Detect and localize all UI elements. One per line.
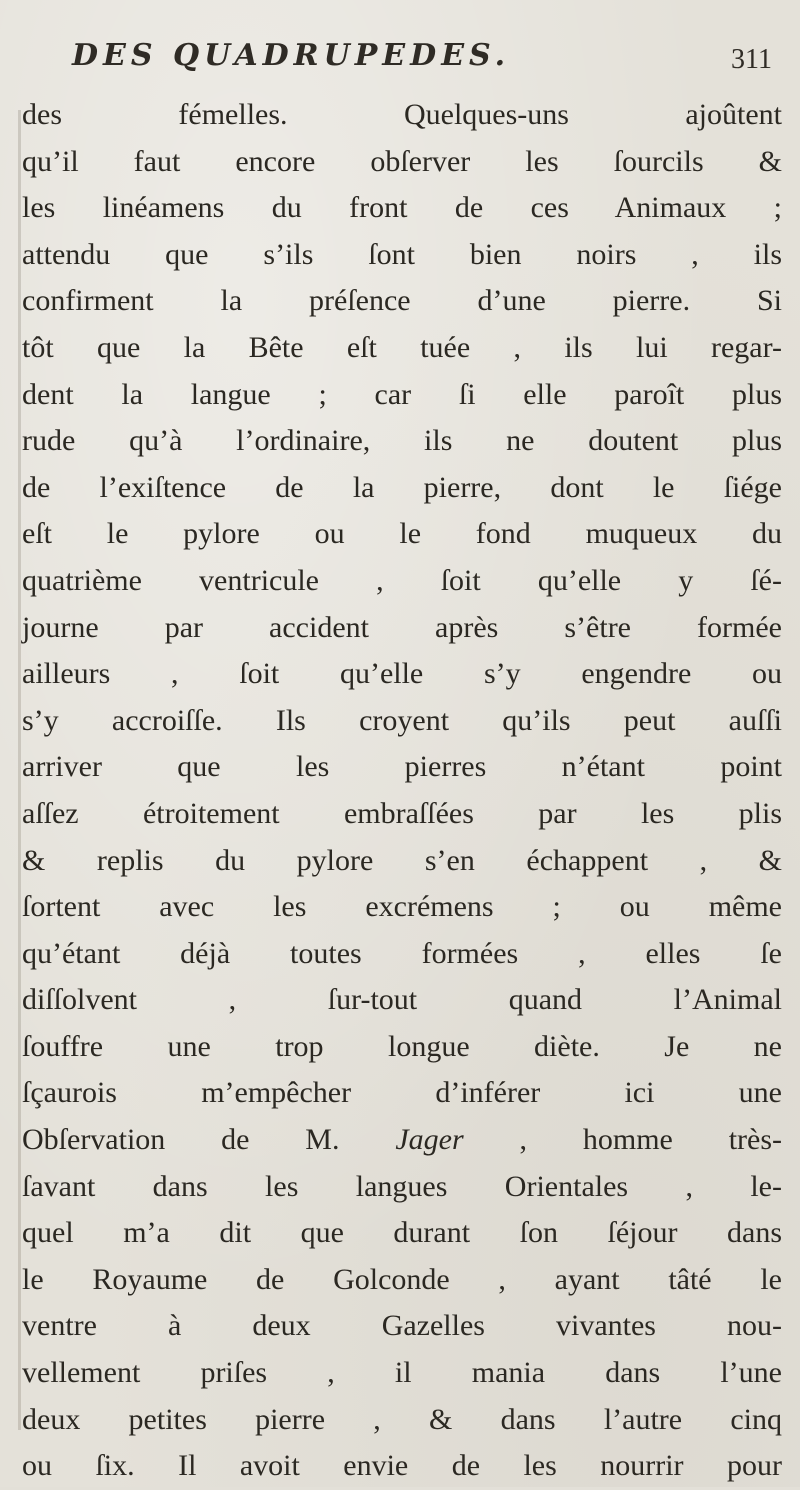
- text-line: les linéamens du front de ces Animaux ;: [22, 191, 782, 225]
- text-line: ventre à deux Gazelles vivantes nou-: [22, 1309, 782, 1343]
- text-line: ſavant dans les langues Orientales , le-: [22, 1169, 782, 1203]
- text-line: diſſolvent , ſur-tout quand l’Animal: [22, 983, 782, 1017]
- text-line-observation: [22, 1117, 782, 1164]
- text-line: ſouffre une trop longue diète. Je ne: [22, 1029, 782, 1063]
- page-number: 311: [731, 44, 772, 75]
- text-line: dent la langue ; car ſi elle paroît plus: [22, 377, 782, 411]
- text-line: quatrième ventricule , ſoit qu’elle y ſé-: [22, 563, 782, 597]
- text-line: aſſez étroitement embraſſées par les plis: [22, 796, 782, 830]
- text-line: rude qu’à l’ordinaire, ils ne doutent plus: [22, 424, 782, 458]
- text-line: attendu que s’ils ſont bien noirs , ils: [22, 237, 782, 271]
- text-line: tôt que la Bête eſt tuée , ils lui regar-: [22, 330, 782, 364]
- text-line: confirment la préſence d’une pierre. Si: [22, 284, 782, 318]
- text-line: ou ſix. Il avoit envie de les nourrir pour: [22, 1449, 782, 1483]
- text-line: le Royaume de Golconde , ayant tâté le: [22, 1262, 782, 1296]
- text-line: eſt le pylore ou le fond muqueux du: [22, 517, 782, 551]
- text-line: vellement priſes , il mania dans l’une: [22, 1356, 782, 1390]
- text-line: ſçaurois m’empêcher d’inférer ici une: [22, 1076, 782, 1110]
- text-line: qu’étant déjà toutes formées , elles ſe: [22, 936, 782, 970]
- text-line: ſortent avec les excrémens ; ou même: [22, 890, 782, 924]
- text-line: arriver que les pierres n’étant point: [22, 750, 782, 784]
- text-segment: , homme très-: [519, 1123, 783, 1157]
- margin-shadow: [18, 110, 21, 1430]
- text-line: ailleurs , ſoit qu’elle s’y engendre ou: [22, 657, 782, 691]
- body-text: [22, 92, 782, 1490]
- text-line: de l’exiſtence de la pierre, dont le ſiége: [22, 470, 782, 504]
- text-line: des fémelles. Quelques-uns ajoûtent: [22, 98, 782, 131]
- text-segment: Obſervation de M.: [22, 1123, 396, 1157]
- italic-name: Jager: [395, 1123, 464, 1157]
- text-line: s’y accroiſſe. Ils croyent qu’ils peut auſſi: [22, 703, 782, 737]
- running-title: DES QUADRUPEDES.: [72, 38, 511, 73]
- text-line: quel m’a dit que durant ſon ſéjour dans: [22, 1216, 782, 1250]
- text-line: qu’il faut encore obſerver les ſourcils &: [22, 144, 782, 178]
- running-header: [72, 38, 772, 86]
- text-line: journe par accident après s’être formée: [22, 610, 782, 644]
- text-line: deux petites pierre , & dans l’autre cinq: [22, 1402, 782, 1436]
- text-line: & replis du pylore s’en échappent , &: [22, 843, 782, 877]
